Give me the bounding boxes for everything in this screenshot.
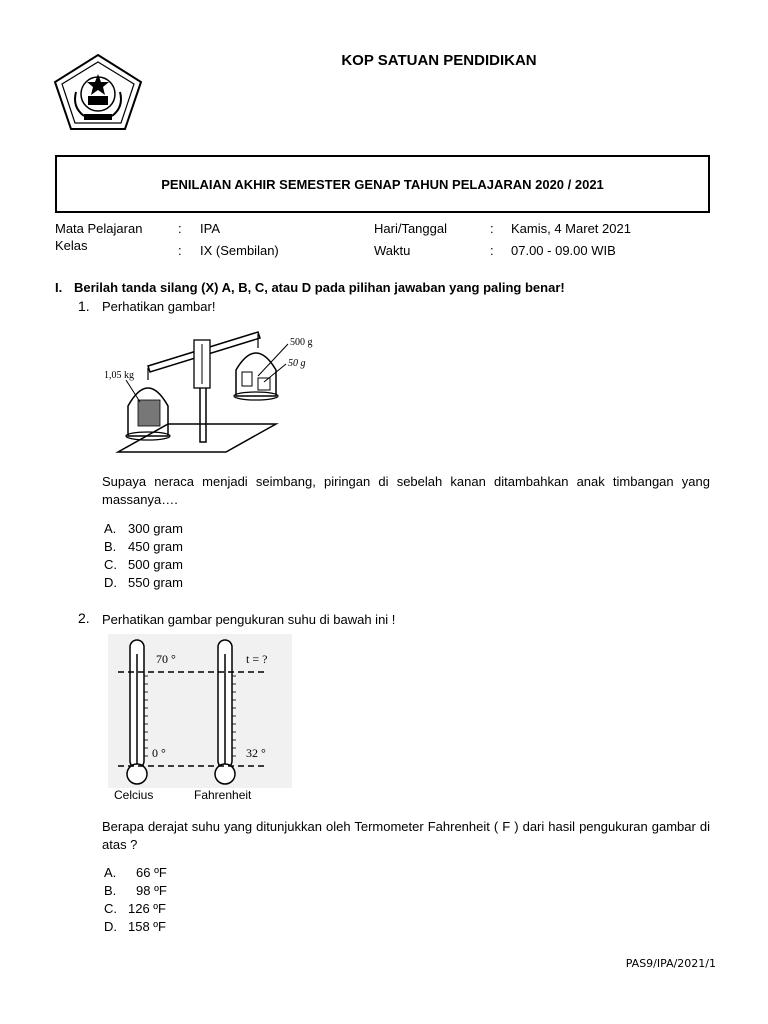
- q1-option-text[interactable]: 550 gram: [128, 575, 183, 590]
- q1-option-letter: C.: [104, 557, 117, 572]
- mapel-label: Mata Pelajaran: [55, 221, 143, 236]
- q2-option-letter: D.: [104, 919, 117, 934]
- section-instruction: Berilah tanda silang (X) A, B, C, atau D pada pilihan jawaban yang paling benar!: [74, 280, 565, 295]
- waktu-label: Waktu: [374, 243, 411, 258]
- q1-option-text[interactable]: 450 gram: [128, 539, 183, 554]
- q1-option-letter: A.: [104, 521, 117, 536]
- section-number: I.: [55, 280, 63, 295]
- q2-prompt: Perhatikan gambar pengukuran suhu di bawah ini !: [102, 612, 396, 627]
- colon: :: [490, 243, 494, 258]
- hari-label: Hari/Tanggal: [374, 221, 447, 236]
- colon: :: [178, 221, 182, 236]
- q2-number: 2.: [78, 610, 90, 626]
- q2-fig-f-bottom: 32 °: [246, 746, 266, 760]
- q2-option-letter: B.: [104, 883, 117, 898]
- q1-option-text[interactable]: 300 gram: [128, 521, 183, 536]
- q2-fig-f-top: t = ?: [246, 652, 268, 666]
- q1-number: 1.: [78, 298, 90, 314]
- q2-question: Berapa derajat suhu yang ditunjukkan oleh Termometer Fahrenheit ( F ) dari hasil pengukuran gambar di atas ?: [102, 819, 710, 852]
- q1-fig-right-top-label: 500 g: [290, 337, 313, 348]
- q2-option-text[interactable]: 98 ºF: [136, 883, 167, 898]
- q1-question: Supaya neraca menjadi seimbang, piringan di sebelah kanan ditambahkan anak timbangan yang massanya….: [102, 474, 710, 507]
- waktu-value: 07.00 - 09.00 WIB: [511, 243, 616, 258]
- q2-fig-c-top: 70 °: [156, 652, 176, 666]
- exam-title: PENILAIAN AKHIR SEMESTER GENAP TAHUN PELAJARAN 2020 / 2021: [161, 177, 604, 192]
- q2-option-letter: C.: [104, 901, 117, 916]
- q1-option-letter: D.: [104, 575, 117, 590]
- kelas-value: IX (Sembilan): [200, 243, 279, 258]
- kop-title: KOP SATUAN PENDIDIKAN: [341, 52, 537, 69]
- colon: :: [178, 243, 182, 258]
- q2-option-text[interactable]: 126 ºF: [128, 901, 166, 916]
- q1-option-text[interactable]: 500 gram: [128, 557, 183, 572]
- q1-prompt: Perhatikan gambar!: [102, 299, 216, 314]
- kelas-label: Kelas: [55, 238, 88, 253]
- q2-option-text[interactable]: 66 ºF: [136, 865, 167, 880]
- q2-label-celcius: Celcius: [114, 788, 154, 802]
- q1-fig-left-label: 1,05 kg: [104, 370, 134, 381]
- colon: :: [490, 221, 494, 236]
- q1-option-letter: B.: [104, 539, 117, 554]
- q2-label-fahrenheit: Fahrenheit: [194, 788, 252, 802]
- page-code: PAS9/IPA/2021/1: [625, 957, 716, 970]
- q2-option-letter: A.: [104, 865, 117, 880]
- hari-value: Kamis, 4 Maret 2021: [511, 221, 631, 236]
- q2-fig-c-bottom: 0 °: [152, 746, 166, 760]
- q1-fig-right-bottom-label: 50 g: [288, 358, 306, 369]
- mapel-value: IPA: [200, 221, 220, 236]
- q2-option-text[interactable]: 158 ºF: [128, 919, 166, 934]
